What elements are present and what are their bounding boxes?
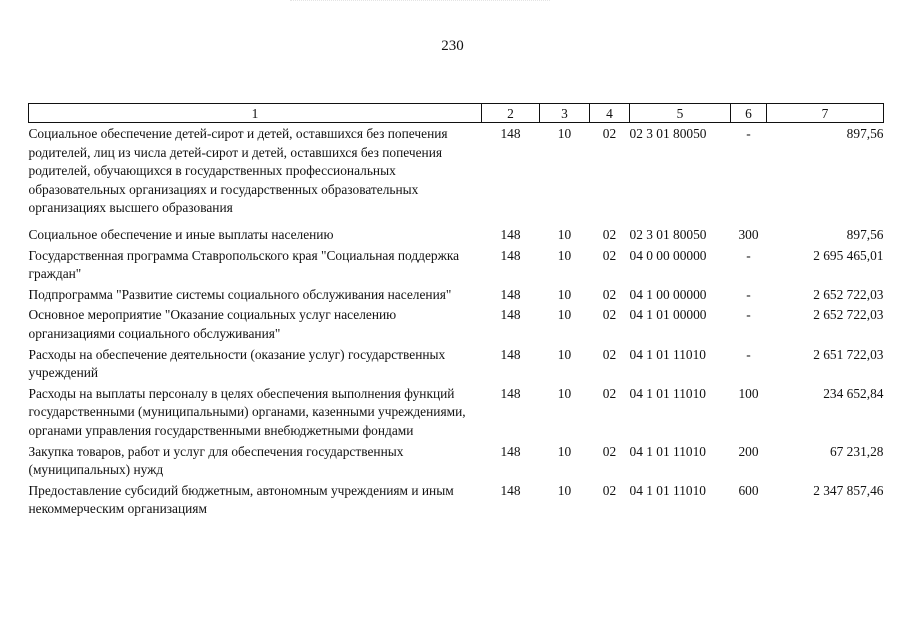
row-amount: 2 652 722,03 bbox=[813, 307, 884, 323]
page-number: 230 bbox=[441, 38, 464, 54]
column-header: 3 bbox=[540, 104, 590, 123]
row-code-section: 10 bbox=[557, 346, 572, 362]
row-name: Расходы на обеспечение деятельности (оказание услуг) государственных учреждений bbox=[28, 346, 446, 381]
column-header: 6 bbox=[731, 104, 767, 123]
row-expense-type: - bbox=[746, 346, 751, 362]
row-name: Государственная программа Ставропольского края "Социальная поддержка граждан" bbox=[28, 247, 460, 282]
row-code-ministry: 148 bbox=[500, 247, 521, 263]
column-header: 4 bbox=[590, 104, 630, 123]
row-code-section: 10 bbox=[557, 126, 572, 141]
table-row bbox=[29, 443, 884, 482]
row-name: Закупка товаров, работ и услуг для обеспечения государственных (муниципальных) нужд bbox=[28, 443, 404, 478]
row-code-section: 10 bbox=[557, 482, 572, 498]
row-code-section: 10 bbox=[557, 226, 572, 242]
row-expense-type: - bbox=[746, 286, 751, 302]
table-row bbox=[29, 286, 884, 307]
row-code-subsection: 02 bbox=[602, 385, 617, 401]
row-code-subsection: 02 bbox=[602, 307, 617, 323]
table-row bbox=[29, 385, 884, 443]
row-code-ministry: 148 bbox=[500, 286, 521, 302]
row-expense-type: - bbox=[746, 307, 751, 323]
table-row bbox=[29, 226, 884, 247]
budget-table bbox=[28, 103, 884, 521]
row-code-subsection: 02 bbox=[602, 226, 617, 242]
row-code-section: 10 bbox=[557, 286, 572, 302]
row-expense-type: 300 bbox=[738, 226, 759, 242]
row-expense-type: 600 bbox=[738, 482, 759, 498]
row-code-section: 10 bbox=[557, 385, 572, 401]
scan-artifact bbox=[290, 0, 550, 5]
row-target-article: 04 1 01 11010 bbox=[629, 385, 706, 401]
row-code-subsection: 02 bbox=[602, 443, 617, 459]
column-header: 2 bbox=[482, 104, 540, 123]
row-code-ministry: 148 bbox=[500, 307, 521, 323]
row-expense-type: 100 bbox=[738, 385, 759, 401]
column-header: 1 bbox=[29, 104, 482, 123]
row-amount: 2 651 722,03 bbox=[813, 346, 884, 362]
row-name: Подпрограмма "Развитие системы социального обслуживания населения" bbox=[28, 286, 452, 302]
row-amount: 2 695 465,01 bbox=[813, 247, 884, 263]
row-code-subsection: 02 bbox=[602, 286, 617, 302]
table-header-row bbox=[29, 104, 884, 123]
row-target-article: 04 0 00 00000 bbox=[629, 247, 707, 263]
row-code-ministry: 148 bbox=[500, 385, 521, 401]
row-expense-type: - bbox=[746, 126, 751, 141]
row-amount: 897,56 bbox=[846, 226, 884, 242]
row-code-ministry: 148 bbox=[500, 482, 521, 498]
row-target-article: 02 3 01 80050 bbox=[629, 226, 707, 242]
row-code-subsection: 02 bbox=[602, 482, 617, 498]
row-name: Основное мероприятие "Оказание социальных услуг населению организациями социального обслуживания" bbox=[28, 307, 397, 341]
row-target-article: 02 3 01 80050 bbox=[629, 126, 707, 141]
row-name: Предоставление субсидий бюджетным, автономным учреждениям и иным некоммерческим организациям bbox=[28, 482, 454, 517]
row-name: Расходы на выплаты персоналу в целях обеспечения выполнения функций государственными (муниципальными) органами, казенными учреждениями, органами управления государственными внебюджетными фондами bbox=[28, 385, 466, 438]
row-code-section: 10 bbox=[557, 307, 572, 323]
row-code-ministry: 148 bbox=[500, 443, 521, 459]
row-amount: 234 652,84 bbox=[823, 385, 884, 401]
table-row bbox=[29, 123, 884, 226]
row-code-section: 10 bbox=[557, 247, 572, 263]
row-target-article: 04 1 00 00000 bbox=[629, 286, 707, 302]
row-target-article: 04 1 01 11010 bbox=[629, 443, 706, 459]
table-row bbox=[29, 306, 884, 345]
row-code-ministry: 148 bbox=[500, 346, 521, 362]
column-header: 5 bbox=[630, 104, 731, 123]
row-target-article: 04 1 01 00000 bbox=[629, 307, 707, 323]
table-row bbox=[29, 482, 884, 521]
row-code-subsection: 02 bbox=[602, 126, 617, 141]
row-target-article: 04 1 01 11010 bbox=[629, 482, 706, 498]
row-code-subsection: 02 bbox=[602, 346, 617, 362]
row-expense-type: - bbox=[746, 247, 751, 263]
row-amount: 2 347 857,46 bbox=[813, 482, 884, 498]
row-amount: 67 231,28 bbox=[829, 443, 884, 459]
row-code-subsection: 02 bbox=[602, 247, 617, 263]
row-code-ministry: 148 bbox=[500, 126, 521, 141]
row-name: Социальное обеспечение детей-сирот и детей, оставшихся без попечения родителей, лиц из числа детей-сирот и детей, оставшихся без попечения родителей, обучающихся в государственных профессиональных образовательных организациях и государственных образовательных организациях высшего образования bbox=[28, 126, 448, 216]
row-amount: 2 652 722,03 bbox=[813, 286, 884, 302]
row-code-ministry: 148 bbox=[500, 226, 521, 242]
row-amount: 897,56 bbox=[846, 126, 884, 141]
row-name: Социальное обеспечение и иные выплаты населению bbox=[28, 226, 334, 242]
column-header: 7 bbox=[767, 104, 884, 123]
table-row bbox=[29, 346, 884, 385]
row-expense-type: 200 bbox=[738, 443, 759, 459]
row-target-article: 04 1 01 11010 bbox=[629, 346, 706, 362]
table-row bbox=[29, 247, 884, 286]
row-code-section: 10 bbox=[557, 443, 572, 459]
